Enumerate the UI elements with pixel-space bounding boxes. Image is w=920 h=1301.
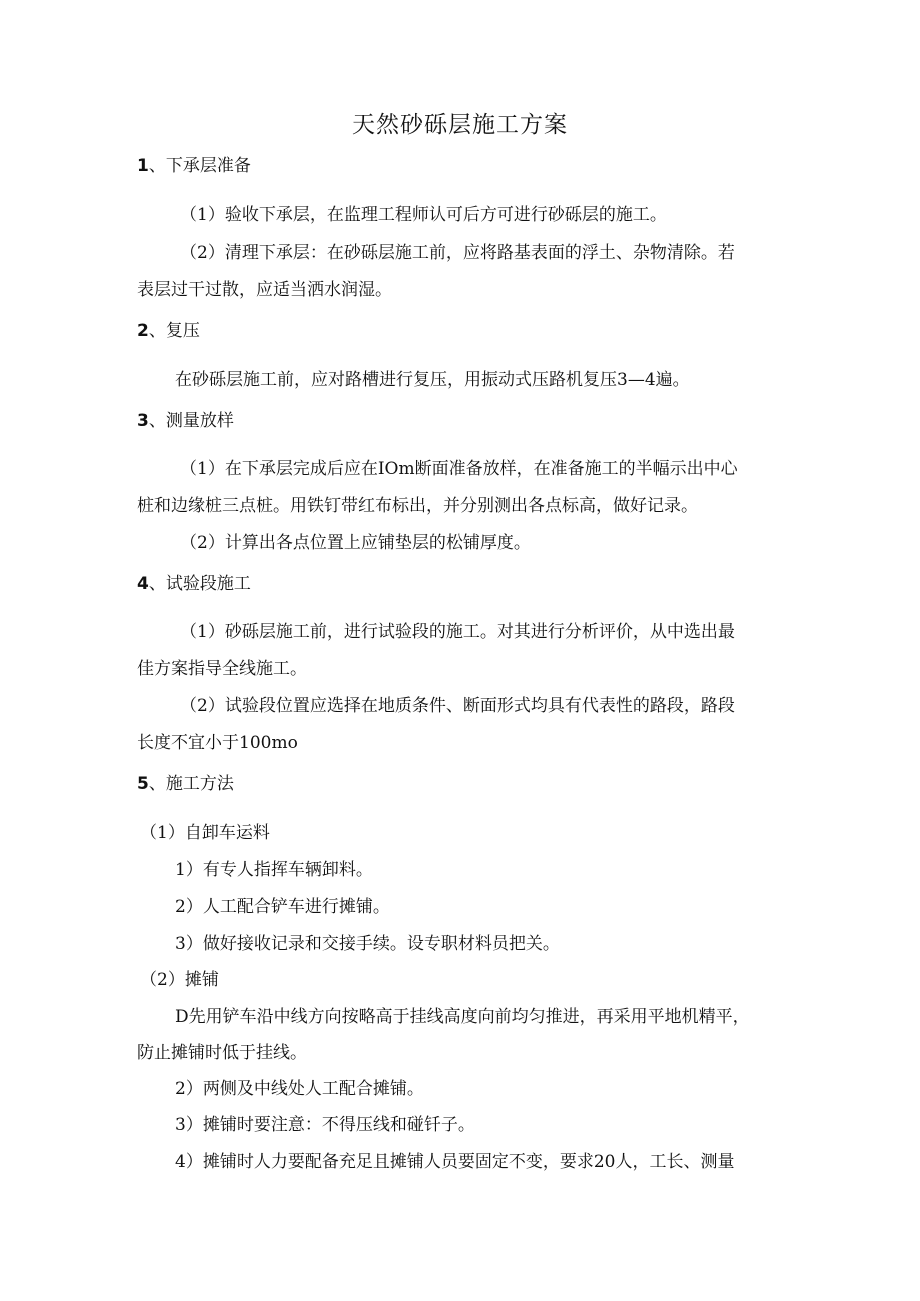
section-number: 5 xyxy=(137,774,149,794)
paragraph-text: （2）清理下承层：在砂砾层施工前，应将路基表面的浮土、杂物清除。若 xyxy=(180,243,735,263)
section-number: 3 xyxy=(137,411,149,431)
document-title: 天然砂砾层施工方案 xyxy=(352,112,568,138)
section-title: 、试验段施工 xyxy=(148,574,251,594)
paragraph-line: 2）两侧及中线处人工配合摊铺。 xyxy=(175,1079,424,1099)
paragraph-line: 1）有专人指挥车辆卸料。 xyxy=(175,860,373,880)
paragraph-line: （1）砂砾层施工前，进行试验段的施工。对其进行分析评价，从中选出最 xyxy=(180,622,735,642)
section-heading-1 xyxy=(137,155,251,177)
paragraph-line: 佳方案指导全线施工。 xyxy=(137,659,307,679)
paragraph-line: 桩和边缘桩三点桩。用铁钉带红布标出，并分别测出各点标高，做好记录。 xyxy=(137,496,698,516)
section-number: 1 xyxy=(137,156,149,176)
section-title: 、测量放样 xyxy=(148,411,234,431)
paragraph-line: D先用铲车沿中线方向按略高于挂线高度向前均匀推进，再采用平地机精平， xyxy=(175,1007,750,1027)
paragraph-line: （1）在下承层完成后应在IOm断面准备放样，在准备施工的半幅示出中心 xyxy=(180,459,738,479)
paragraph-line: 在砂砾层施工前，应对路槽进行复压，用振动式压路机复压3—4遍。 xyxy=(175,370,690,390)
paragraph-line: 2）人工配合铲车进行摊铺。 xyxy=(175,897,390,917)
paragraph-line: 防止摊铺时低于挂线。 xyxy=(137,1043,307,1063)
paragraph-line: （2）计算出各点位置上应铺垫层的松铺厚度。 xyxy=(180,533,531,553)
section-title: 、施工方法 xyxy=(148,774,234,794)
section-heading-5 xyxy=(137,773,234,795)
paragraph-line: 长度不宜小于100mo xyxy=(137,733,298,753)
paragraph-line: （2）摊铺 xyxy=(140,970,219,990)
section-title: 、复压 xyxy=(148,321,200,341)
paragraph-line: 3）做好接收记录和交接手续。设专职材料员把关。 xyxy=(175,934,560,954)
section-heading-4 xyxy=(137,573,251,595)
section-title: 、下承层准备 xyxy=(148,156,251,176)
section-heading-2 xyxy=(137,320,200,342)
section-heading-3 xyxy=(137,410,234,432)
paragraph-line xyxy=(180,242,784,264)
paragraph-line: （1）验收下承层，在监理工程师认可后方可进行砂砾层的施工。 xyxy=(180,205,667,225)
paragraph-line: （2）试验段位置应选择在地质条件、断面形式均具有代表性的路段，路段 xyxy=(180,696,735,716)
paragraph-line: 表层过干过散，应适当洒水润湿。 xyxy=(137,280,392,300)
paragraph-line: （1）自卸车运料 xyxy=(140,823,270,843)
section-number: 2 xyxy=(137,321,149,341)
section-number: 4 xyxy=(137,574,149,594)
paragraph-line: 4）摊铺时人力要配备充足且摊铺人员要固定不变，要求20人，工长、测量 xyxy=(175,1152,735,1172)
paragraph-line: 3）摊铺时要注意：不得压线和碰钎子。 xyxy=(175,1115,475,1135)
